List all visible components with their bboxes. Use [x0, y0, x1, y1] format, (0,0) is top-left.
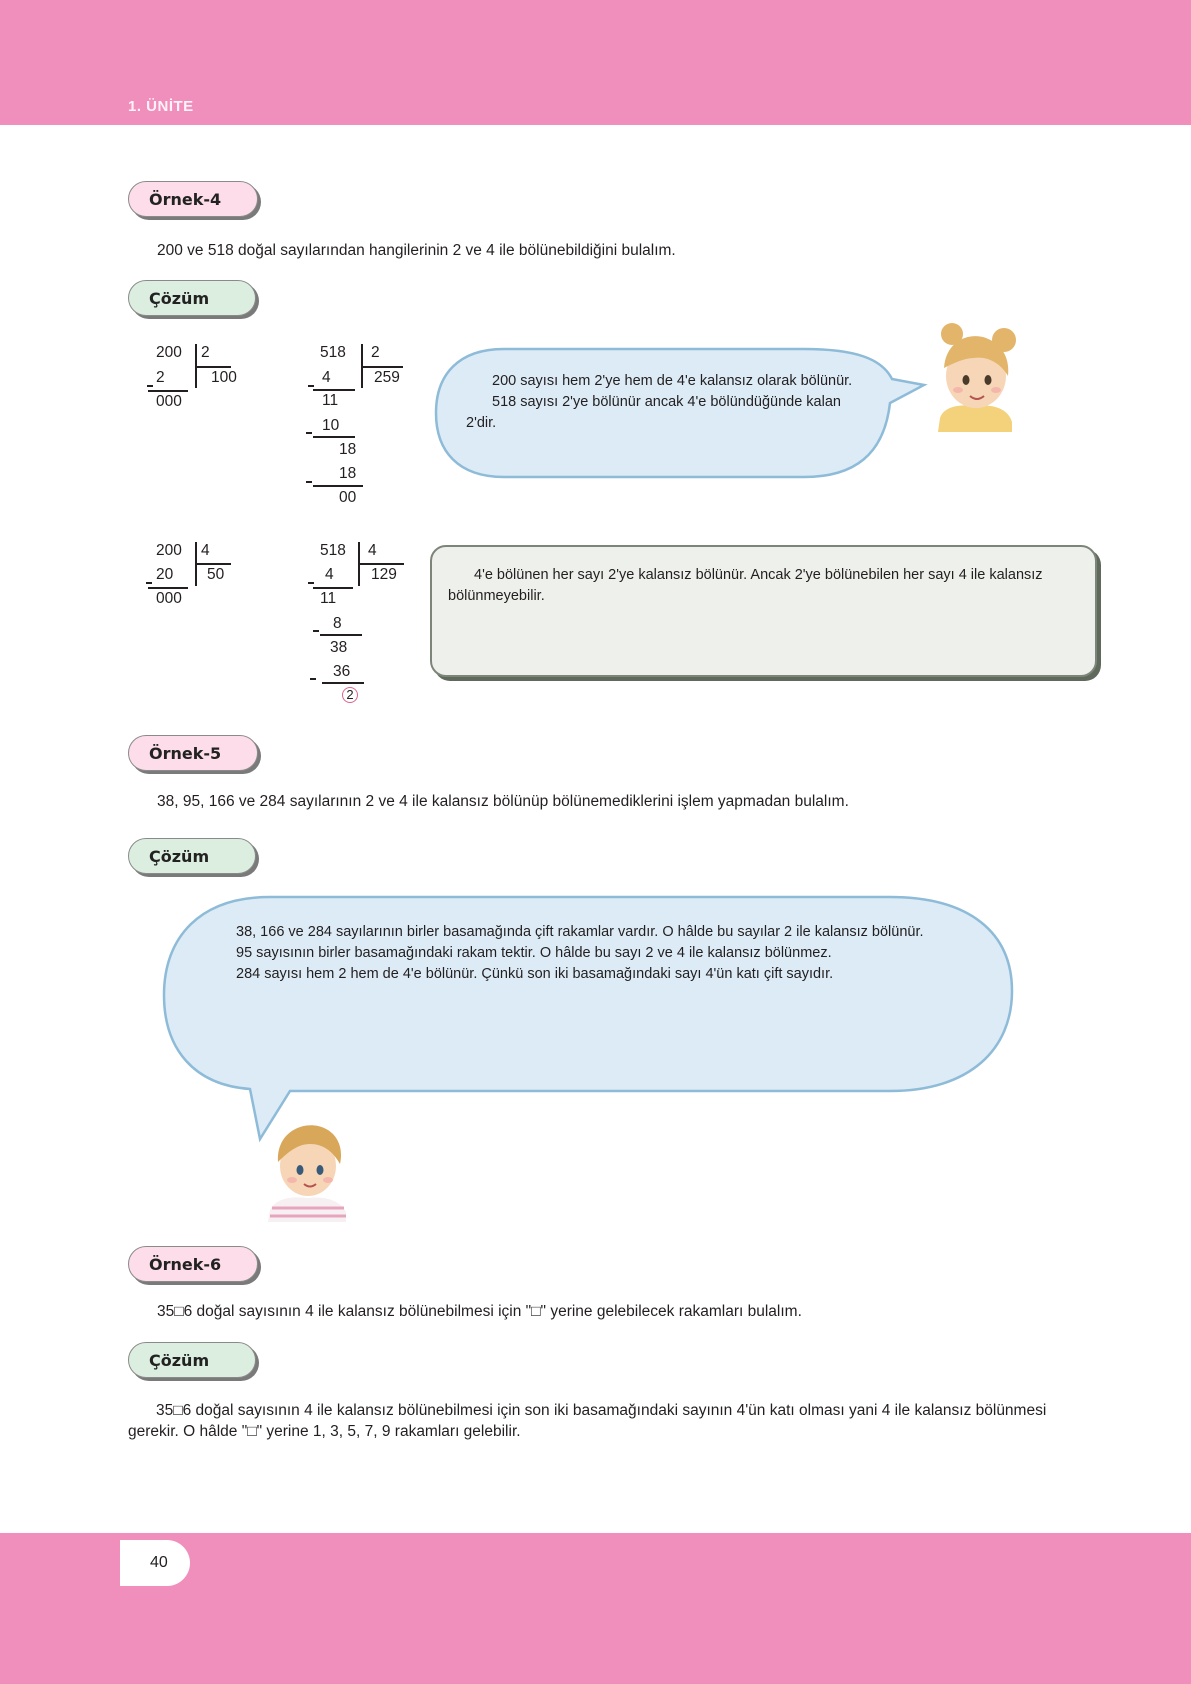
remainder: 000 — [156, 393, 182, 410]
example-5-question: 38, 95, 166 ve 284 sayılarının 2 ve 4 ile kalansız bölünüp bölünemediklerini işlem yapmadan bulalım. — [157, 793, 849, 810]
girl-illustration — [930, 322, 1022, 432]
minus-sign — [310, 678, 316, 680]
quotient-line — [361, 366, 403, 368]
dividend: 518 — [320, 542, 346, 559]
speech-bubble-1-text — [466, 371, 862, 434]
step: 2 — [156, 369, 165, 386]
subtract-line — [148, 587, 188, 589]
example-6-question: 35□6 doğal sayısının 4 ile kalansız bölünebilmesi için "□" yerine gelebilecek rakamları bulalım. — [157, 1303, 802, 1320]
step: 36 — [333, 663, 351, 680]
unit-label: 1. ÜNİTE — [128, 98, 194, 115]
subtract-line — [313, 436, 355, 438]
example-4-solution-label: Çözüm — [128, 280, 256, 316]
quotient-line — [358, 563, 404, 565]
example-5-solution-label: Çözüm — [128, 838, 256, 874]
step: 4 — [325, 566, 334, 583]
circled-remainder: 2 — [342, 687, 358, 703]
step: 20 — [156, 566, 174, 583]
note-text: 4'e bölünen her sayı 2'ye kalansız bölünür. Ancak 2'ye bölünebilen her sayı 4 ile kalansız bölünmeyebilir. — [448, 567, 1043, 604]
subtract-line — [322, 682, 364, 684]
example-4-label: Örnek-4 — [128, 181, 258, 217]
quotient-line — [195, 366, 231, 368]
example-6-solution-label: Çözüm — [128, 1342, 256, 1378]
quotient: 259 — [374, 369, 400, 386]
step: 18 — [339, 465, 357, 482]
minus-sign — [147, 385, 153, 387]
bubble-line: 38, 166 ve 284 sayılarının birler basamağında çift rakamlar vardır. O hâlde bu sayılar 2 ile kalansız bölünür. — [236, 924, 924, 940]
step: 10 — [322, 417, 340, 434]
minus-sign — [306, 481, 312, 483]
step: 11 — [320, 590, 337, 607]
bubble-line: 284 sayısı hem 2 hem de 4'e bölünür. Çünkü son iki basamağındaki sayı 4'ün katı çift sayıdır. — [236, 966, 834, 982]
subtract-line — [313, 587, 353, 589]
divisor: 4 — [201, 542, 210, 559]
example-6-label: Örnek-6 — [128, 1246, 258, 1282]
dividend: 200 — [156, 344, 182, 361]
subtract-line — [313, 485, 363, 487]
step: 11 — [322, 392, 339, 409]
bubble-line: 95 sayısının birler basamağındaki rakam tektir. O hâlde bu sayı 2 ve 4 ile kalansız bölünmez. — [236, 945, 832, 961]
dividend: 518 — [320, 344, 346, 361]
step: 4 — [322, 369, 331, 386]
divisor: 2 — [201, 344, 210, 361]
note-box — [430, 545, 1097, 677]
divisor: 2 — [371, 344, 380, 361]
bubble-line: 518 sayısı 2'ye bölünür ancak 4'e bölündüğünde kalan 2'dir. — [466, 394, 841, 431]
page-number: 40 — [150, 1554, 168, 1571]
step: 8 — [333, 615, 342, 632]
quotient-line — [195, 563, 231, 565]
boy-illustration — [266, 1118, 350, 1222]
minus-sign — [313, 630, 319, 632]
quotient: 100 — [211, 369, 237, 386]
example-5-label: Örnek-5 — [128, 735, 258, 771]
quotient: 129 — [371, 566, 397, 583]
step: 18 — [339, 441, 357, 458]
minus-sign — [308, 582, 314, 584]
speech-bubble-2-text — [210, 922, 972, 985]
step: 38 — [330, 639, 348, 656]
subtract-line — [148, 390, 188, 392]
subtract-line — [313, 389, 355, 391]
minus-sign — [146, 582, 152, 584]
subtract-line — [320, 634, 362, 636]
example-4-question: 200 ve 518 doğal sayılarından hangilerinin 2 ve 4 ile bölünebildiğini bulalım. — [157, 242, 676, 259]
bubble-line: 200 sayısı hem 2'ye hem de 4'e kalansız olarak bölünür. — [492, 373, 853, 389]
minus-sign — [308, 385, 314, 387]
divisor: 4 — [368, 542, 377, 559]
remainder: 000 — [156, 590, 182, 607]
minus-sign — [306, 432, 312, 434]
example-6-answer: 35□6 doğal sayısının 4 ile kalansız bölünebilmesi için son iki basamağındaki sayının 4'ün katı olması yani 4 ile kalansız bölünmesi gerekir. O hâlde "□" yerine 1, 3, 5, 7, 9 rakamları gelebilir. — [128, 1402, 1047, 1440]
quotient: 50 — [207, 566, 225, 583]
dividend: 200 — [156, 542, 182, 559]
remainder: 00 — [339, 489, 357, 506]
